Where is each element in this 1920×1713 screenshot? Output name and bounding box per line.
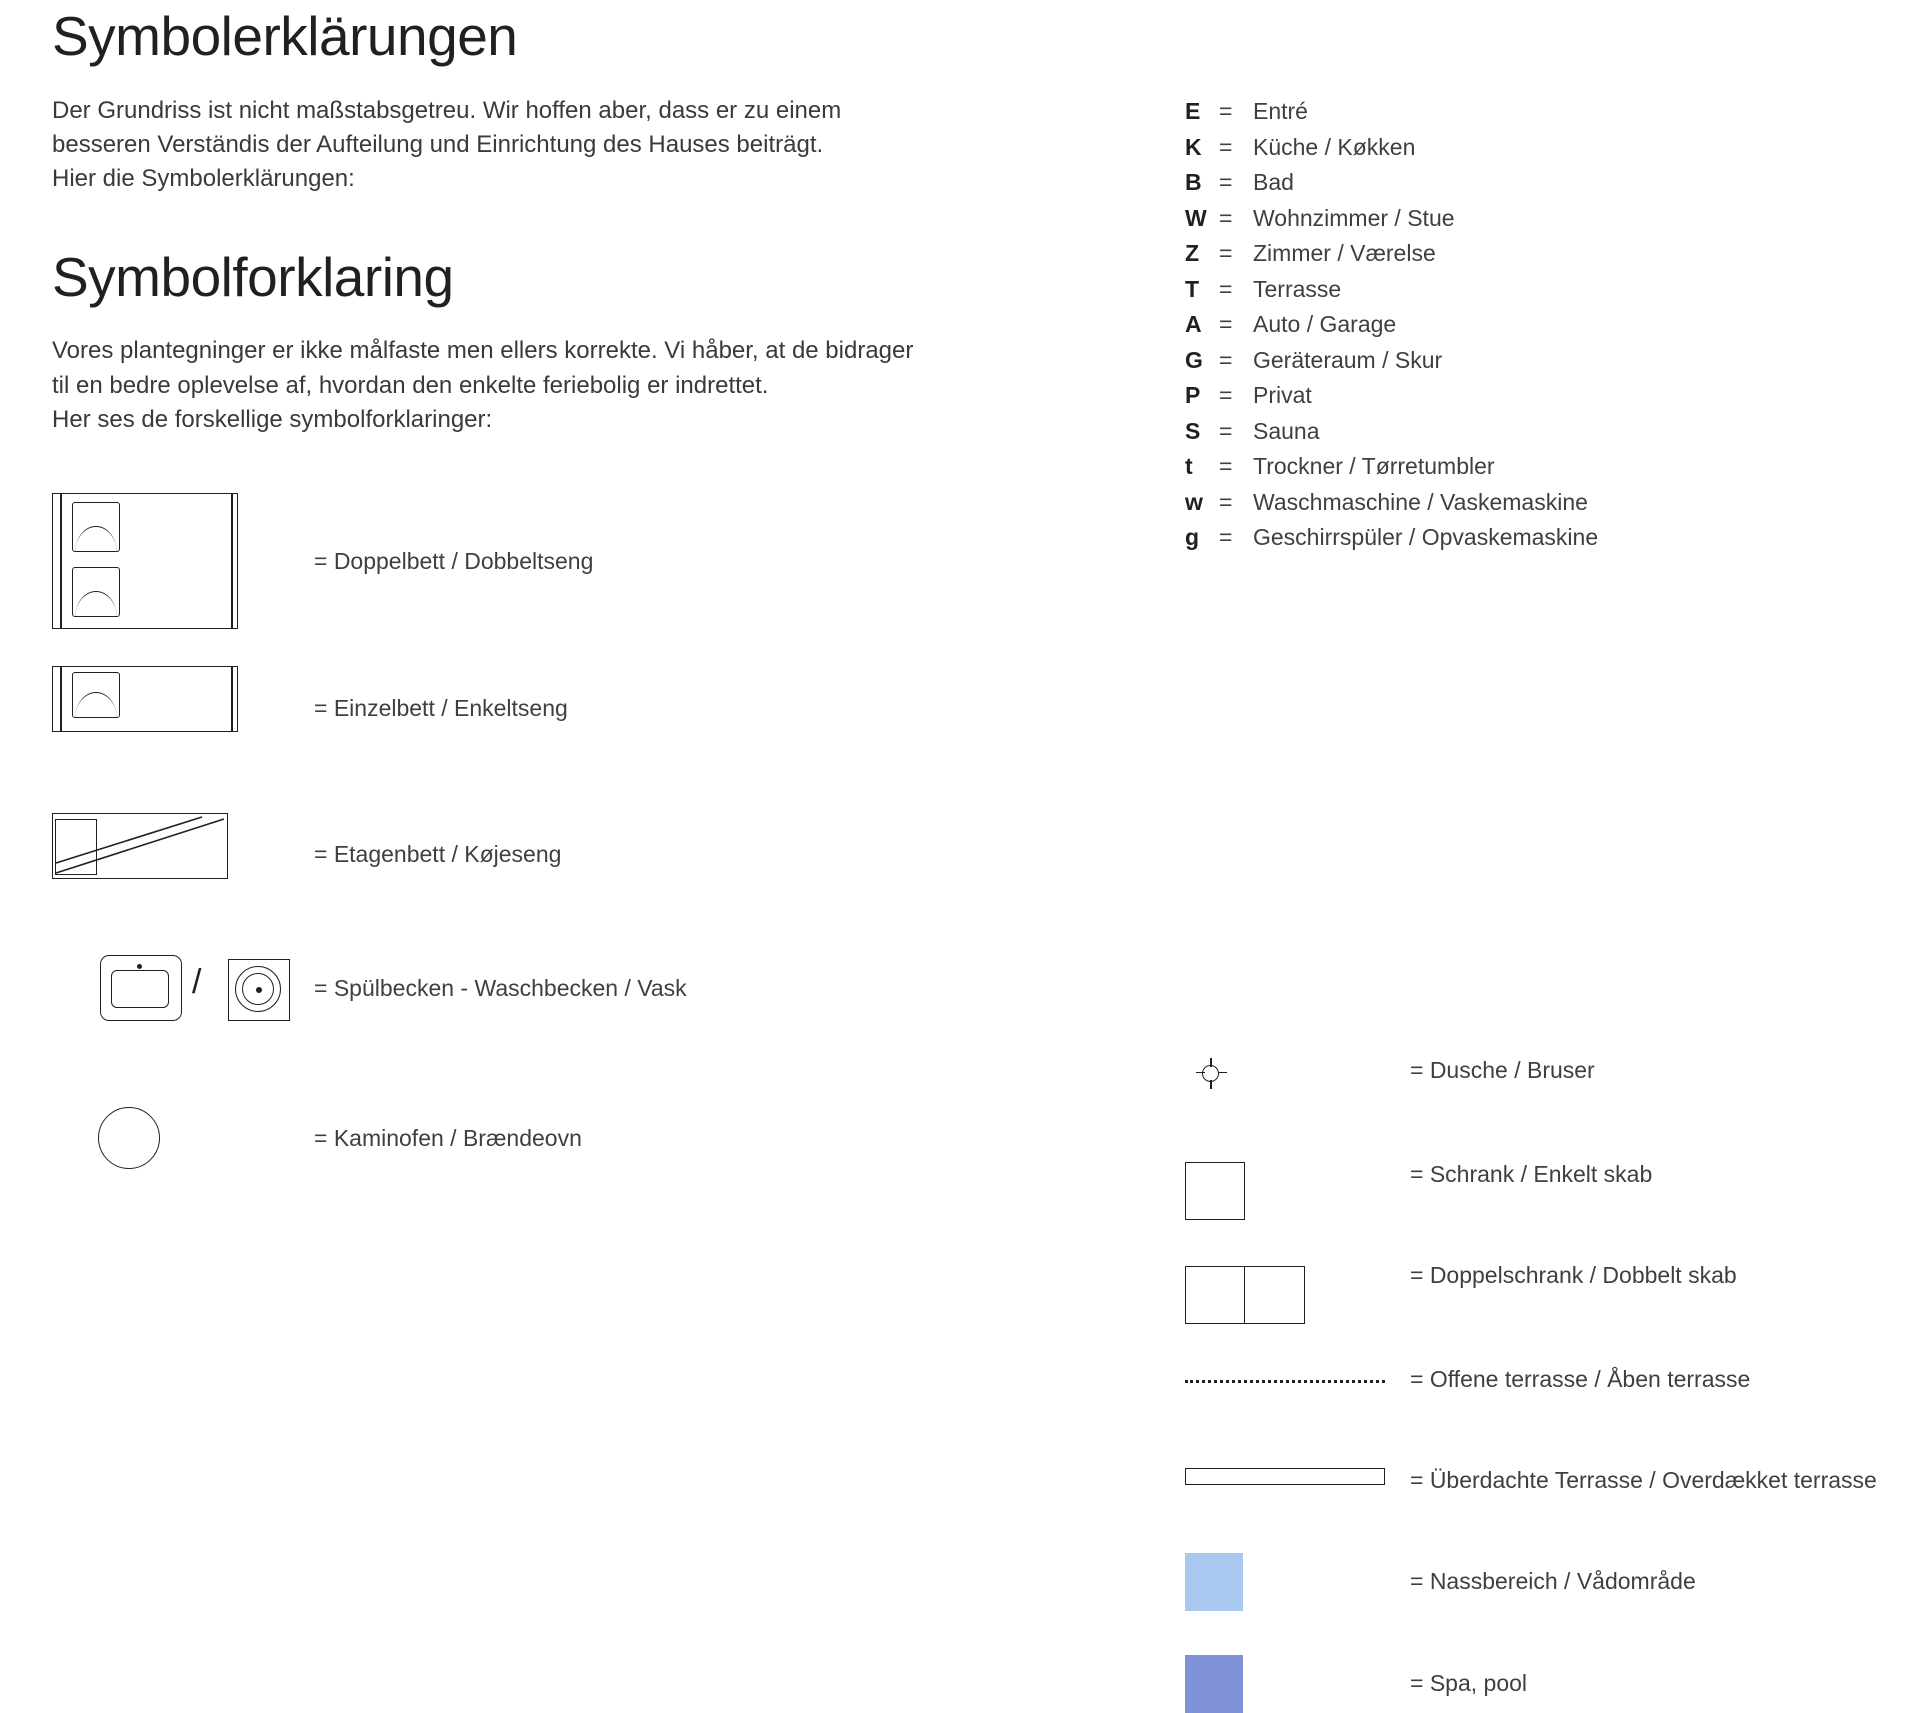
abbrev-key: Z: [1185, 240, 1200, 266]
legend-label-open-terrace: = Offene terrasse / Åben terrasse: [1410, 1365, 1751, 1392]
right-symbol-list: [1185, 560, 1885, 1696]
intro-de-line-1: Der Grundriss ist nicht maßstabsgetreu. Wir hoffen aber, dass er zu einem: [52, 96, 842, 124]
single-cabinet-icon: [1185, 1162, 1245, 1220]
shower-tick-bottom: [1210, 1080, 1212, 1089]
abbrev-value: Privat: [1253, 382, 1312, 408]
abbrev-key: t: [1185, 453, 1193, 479]
abbreviation-row: [1185, 347, 1885, 383]
abbrev-equals: =: [1219, 382, 1233, 408]
abbrev-key: W: [1185, 204, 1207, 231]
abbrev-equals: =: [1219, 417, 1233, 444]
abbrev-equals: =: [1219, 275, 1233, 302]
double-cabinet-icon: [1185, 1266, 1305, 1324]
abbrev-equals: =: [1219, 240, 1233, 266]
bed-footboard: [232, 493, 238, 629]
abbrev-value: Entré: [1253, 98, 1308, 124]
pillow: [72, 502, 120, 552]
abbreviation-row: [1185, 276, 1885, 312]
wood-stove-icon: [98, 1107, 160, 1169]
bunk-bed-icon: [52, 813, 228, 879]
pillow: [72, 672, 120, 718]
abbrev-equals: =: [1219, 98, 1233, 124]
covered-terrace-icon: [1185, 1468, 1385, 1485]
double-bed-icon: [52, 493, 238, 629]
bed-footboard: [232, 666, 238, 732]
shower-tick-left: [1196, 1072, 1205, 1074]
abbrev-value: Waschmaschine / Vaskemaskine: [1253, 488, 1588, 515]
single-bed-icon: [52, 666, 238, 732]
legend-label-double-bed: = Doppelbett / Dobbeltseng: [314, 548, 594, 575]
abbrev-key: T: [1185, 275, 1200, 302]
intro-da-line-2: til en bedre oplevelse af, hvordan den enkelte feriebolig er indrettet.: [52, 371, 769, 399]
legend-label-single-cabinet: = Schrank / Enkelt skab: [1410, 1160, 1653, 1187]
sink-basin-rect: [100, 955, 182, 1021]
bed-headboard: [52, 493, 61, 629]
spa-pool-swatch: [1185, 1655, 1243, 1713]
abbreviation-row: [1185, 382, 1885, 418]
legend-label-spa-pool: = Spa, pool: [1410, 1669, 1528, 1696]
abbrev-equals: =: [1219, 488, 1233, 515]
page-title-da: Symbolforklaring: [52, 245, 454, 308]
abbreviation-row: [1185, 240, 1885, 276]
sink-separator-slash: /: [192, 963, 202, 1002]
abbrev-equals: =: [1219, 133, 1233, 160]
abbrev-value: Geräteraum / Skur: [1253, 346, 1443, 373]
abbrev-value: Wohnzimmer / Stue: [1253, 204, 1455, 231]
abbreviation-row: [1185, 205, 1885, 241]
abbreviation-row: [1185, 98, 1885, 134]
open-terrace-icon: [1185, 1380, 1385, 1383]
abbrev-key: w: [1185, 488, 1203, 515]
abbrev-equals: =: [1219, 204, 1233, 231]
abbrev-value: Auto / Garage: [1253, 311, 1397, 337]
sink-icon: [100, 955, 340, 1027]
abbrev-key: g: [1185, 524, 1200, 550]
intro-paragraph-da: [52, 334, 1112, 437]
sink-basin-inner: [111, 970, 169, 1008]
bed-headboard: [52, 666, 61, 732]
legend-label-bunk-bed: = Etagenbett / Køjeseng: [314, 841, 562, 868]
right-column: [1185, 98, 1885, 1696]
left-column: [52, 0, 1112, 1152]
abbrev-equals: =: [1219, 453, 1233, 479]
abbrev-value: Küche / Køkken: [1253, 133, 1416, 160]
abbrev-equals: =: [1219, 346, 1233, 373]
legend-label-wet-area: = Nassbereich / Vådområde: [1410, 1567, 1696, 1594]
cabinet-half: [1186, 1267, 1245, 1323]
legend-label-shower: = Dusche / Bruser: [1410, 1056, 1595, 1083]
abbrev-key: E: [1185, 98, 1201, 124]
shower-tick-top: [1210, 1058, 1212, 1067]
abbreviation-row: [1185, 489, 1885, 525]
intro-da-line-3: Her ses de forskellige symbolforklaringer:: [52, 406, 493, 434]
abbreviation-row: [1185, 418, 1885, 454]
bunk-ladder: [55, 819, 97, 875]
abbrev-key: A: [1185, 311, 1202, 337]
shower-tick-right: [1218, 1072, 1227, 1074]
abbrev-value: Zimmer / Værelse: [1253, 240, 1436, 266]
intro-paragraph-de: [52, 94, 1112, 197]
abbrev-key: G: [1185, 346, 1203, 373]
abbreviation-row: [1185, 169, 1885, 205]
abbrev-value: Bad: [1253, 169, 1294, 195]
intro-de-line-2: besseren Verständis der Aufteilung und Einrichtung des Hauses beiträgt.: [52, 131, 824, 159]
abbrev-equals: =: [1219, 524, 1233, 550]
abbreviation-list: [1185, 98, 1885, 560]
legend-label-double-cabinet: = Doppelschrank / Dobbelt skab: [1410, 1261, 1737, 1288]
abbrev-key: S: [1185, 417, 1201, 444]
cabinet-half: [1245, 1267, 1304, 1323]
legend-label-sink: = Spülbecken - Waschbecken / Vask: [314, 975, 687, 1002]
shower-icon: [1198, 1060, 1224, 1086]
abbreviation-row: [1185, 311, 1885, 347]
abbrev-key: K: [1185, 133, 1202, 160]
abbreviation-row: [1185, 134, 1885, 170]
abbrev-value: Geschirrspüler / Opvaskemaskine: [1253, 524, 1599, 550]
intro-da-line-1: Vores plantegninger er ikke målfaste men ellers korrekte. Vi håber, at de bidrager: [52, 337, 914, 365]
abbreviation-row: [1185, 524, 1885, 560]
abbrev-value: Sauna: [1253, 417, 1320, 444]
legend-label-covered-terrace: = Überdachte Terrasse / Overdækket terrasse: [1410, 1466, 1877, 1493]
sink-basin-square: [228, 959, 290, 1021]
intro-de-line-3: Hier die Symbolerklärungen:: [52, 165, 355, 193]
legend-label-single-bed: = Einzelbett / Enkeltseng: [314, 695, 568, 722]
abbrev-value: Trockner / Tørretumbler: [1253, 453, 1495, 479]
sink-drain-dot: [137, 964, 142, 969]
abbreviation-row: [1185, 453, 1885, 489]
abbrev-equals: =: [1219, 311, 1233, 337]
legend-label-wood-stove: = Kaminofen / Brændeovn: [314, 1125, 582, 1152]
wet-area-swatch: [1185, 1553, 1243, 1611]
abbrev-equals: =: [1219, 169, 1233, 195]
page-title-de: Symbolerklärungen: [52, 5, 518, 67]
abbrev-key: B: [1185, 169, 1202, 195]
abbrev-value: Terrasse: [1253, 275, 1342, 302]
pillow: [72, 567, 120, 617]
abbrev-key: P: [1185, 382, 1201, 408]
